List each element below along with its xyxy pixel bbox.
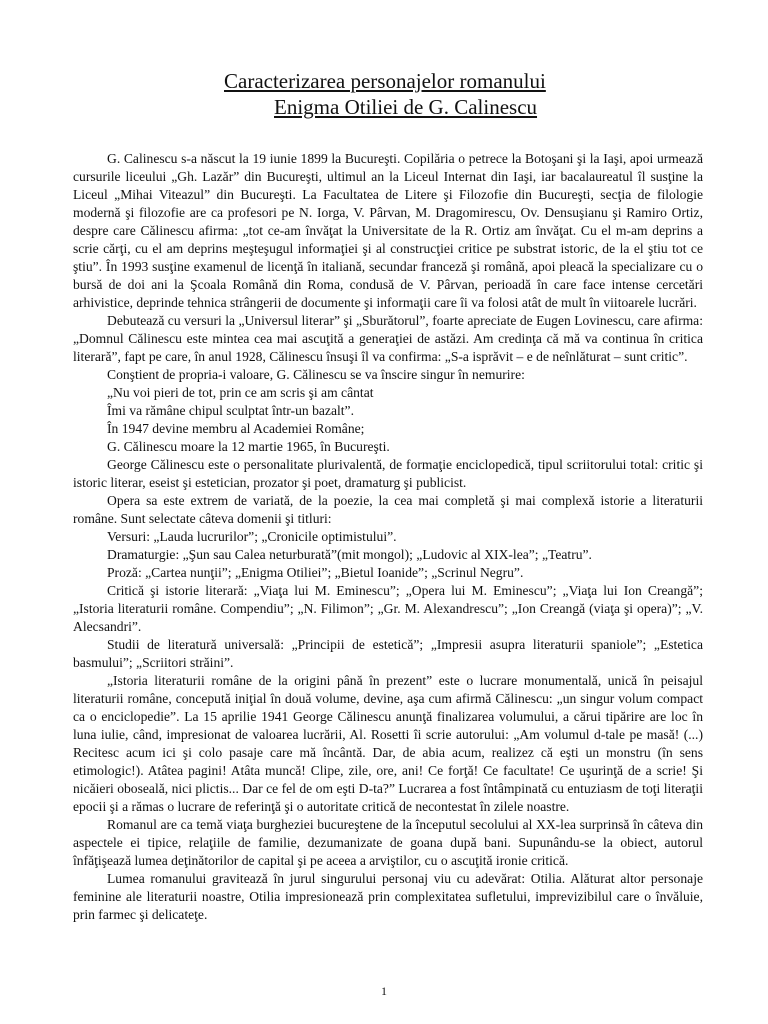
works-drama: Dramaturgie: „Şun sau Calea neturburată”(mit mongol); „Ludovic al XIX-lea”; „Teatru”. xyxy=(107,547,592,562)
paragraph-works-intro: Opera sa este extrem de variată, de la poezie, la cea mai completă şi mai complexă istorie a literaturii române. Sunt selectate câteva domenii şi titluri: xyxy=(73,493,703,526)
paragraph-biography: G. Calinescu s-a născut la 19 iunie 1899 la Bucureşti. Copilăria o petrece la Botoşani şi la Iaşi, apoi urmează cursurile liceului „Gh. Lazăr” din Bucureşti, ultimul an la Liceul Internat din Iaşi, iar bacalaureatul îl susţine la Liceul „Mihai Viteazul” din Bucureşti. La Facultatea de Litere şi Filozofie din Bucureşti, secţia de filologie modernă şi filozofie are ca profesori pe N. Iorga, V. Pârvan, M. Dragomirescu, Ov. Densuşianu şi Ramiro Ortiz, despre care Călinescu afirma: „tot ce-am învăţat la Universitate de la R. Ortiz am învăţat. Cu el m-am deprins a scrie cărţi, cu el am deprins meşteşugul informaţiei şi al construcţiei critice pe substrat istoric, de la el ştiu tot ce ştiu”. În 1993 susţine examenul de licenţă în italiană, secundar franceză şi română, apoi pleacă la specializare cu o bursă de doi ani la Şcoala Română din Roma, condusă de V. Pârvan, perioadă în care face intense cercetări arhivistice, deprinde tehnica strângerii de documente şi informaţii care îi va folosi atât de mult în viitoarele lucrări. xyxy=(73,151,703,310)
works-verse: Versuri: „Lauda lucrurilor”; „Cronicile optimistului”. xyxy=(107,529,397,544)
paragraph-novel-theme: Romanul are ca temă viaţa burgheziei bucureştene de la începutul secolului al XX-lea surprinsă în câteva din aspectele ei tipice, relaţiile de familie, dezumanizate de goana după bani. Supunându-se la obiect, autorul înfăţişează lumea deţinătorilor de capital şi pe aceea a arviştilor, cu o ascuţită ironie critică. xyxy=(73,817,703,868)
title-line-2: Enigma Otiliei de G. Calinescu xyxy=(274,95,538,119)
paragraph-otilia: Lumea romanului gravitează în jurul singurului personaj viu cu adevărat: Otilia. Alăturat altor personaje feminine ale literaturii noastre, Otilia impresionează prin complexitatea sufletului, imprevizibilul care o învăluie, prin farmec şi delicateţe. xyxy=(73,871,703,922)
verse-line-2: Îmi va rămâne chipul sculptat într-un bazalt”. xyxy=(107,403,354,418)
paragraph-academy: În 1947 devine membru al Academiei Române; xyxy=(107,421,365,436)
works-prose: Proză: „Cartea nunţii”; „Enigma Otiliei”; „Bietul Ioanide”; „Scrinul Negru”. xyxy=(107,565,524,580)
paragraph-debut: Debutează cu versuri la „Universul literar” şi „Sburătorul”, foarte apreciate de Eugen Lovinescu, care afirma: „Domnul Călinescu este mintea cea mai ascuţită a generaţiei de astăzi. Am credinţa că mă va continua în critica literară”, fapt pe care, în anul 1928, Călinescu însuşi îl va confirma: „S-a isprăvit – e de neînlăturat – sunt critic”. xyxy=(73,313,703,364)
paragraph-personality: George Călinescu este o personalitate plurivalentă, de formaţie enciclopedică, tipul scriitorului total: critic şi istoric literar, eseist şi estetician, prozator şi poet, dramaturg şi publicist. xyxy=(73,457,703,490)
paragraph-death: G. Călinescu moare la 12 martie 1965, în Bucureşti. xyxy=(107,439,390,454)
works-studies: Studii de literatură universală: „Principii de estetică”; „Impresii asupra literaturii spaniole”; „Estetica basmului”; „Scriitori străini”. xyxy=(73,637,703,670)
paragraph-self-awareness: Conştient de propria-i valoare, G. Călinescu se va înscire singur în nemurire: xyxy=(107,367,525,382)
document-body xyxy=(73,150,703,924)
verse-line-1: „Nu voi pieri de tot, prin ce am scris şi am cântat xyxy=(107,385,374,400)
works-criticism: Critică şi istorie literară: „Viaţa lui M. Eminescu”; „Opera lui M. Eminescu”; „Viaţa lui Ion Creangă”; „Istoria literaturii române. Compendiu”; „N. Filimon”; „Gr. M. Alexandrescu”; „Ion Creangă (viaţa şi opera)”; „V. Alecsandri”. xyxy=(73,583,703,634)
paragraph-history: „Istoria literaturii române de la origini până în prezent” este o lucrare monumentală, unică în peisajul literaturii române, concepută iniţial în două volume, devine, aşa cum afirmă Călinescu: „un singur volum compact ca o enciclopedie”. La 15 aprilie 1941 George Călinescu anunţă finalizarea volumului, a cărui tipărire are loc în luna iulie, când, impresionat de valoarea lucrării, Al. Rosetti îi scrie autorului: „Am volumul d-tale pe masă! (...) Recitesc acum ici şi colo pasaje care mă încântă. Dar, de abia acum, realizez că eşti un monstru (în sens etimologic!). Atâtea pagini! Atâta muncă! Clipe, zile, ore, ani! Ce forţă! Ce facultate! Ce uşurinţă de a scrie! Şi nicăieri oboseală, nici plictis... Dar ce fel de om eşti D-ta?” Lucrarea a fost întâmpinată cu entuziasm de toţi literaţii epocii şi a rămas o lucrare de referinţă şi o autoritate critică de necontestat în zilele noastre. xyxy=(73,673,703,814)
title-line-1: Caracterizarea personajelor romanului xyxy=(224,69,546,93)
page-number: 1 xyxy=(381,984,387,998)
